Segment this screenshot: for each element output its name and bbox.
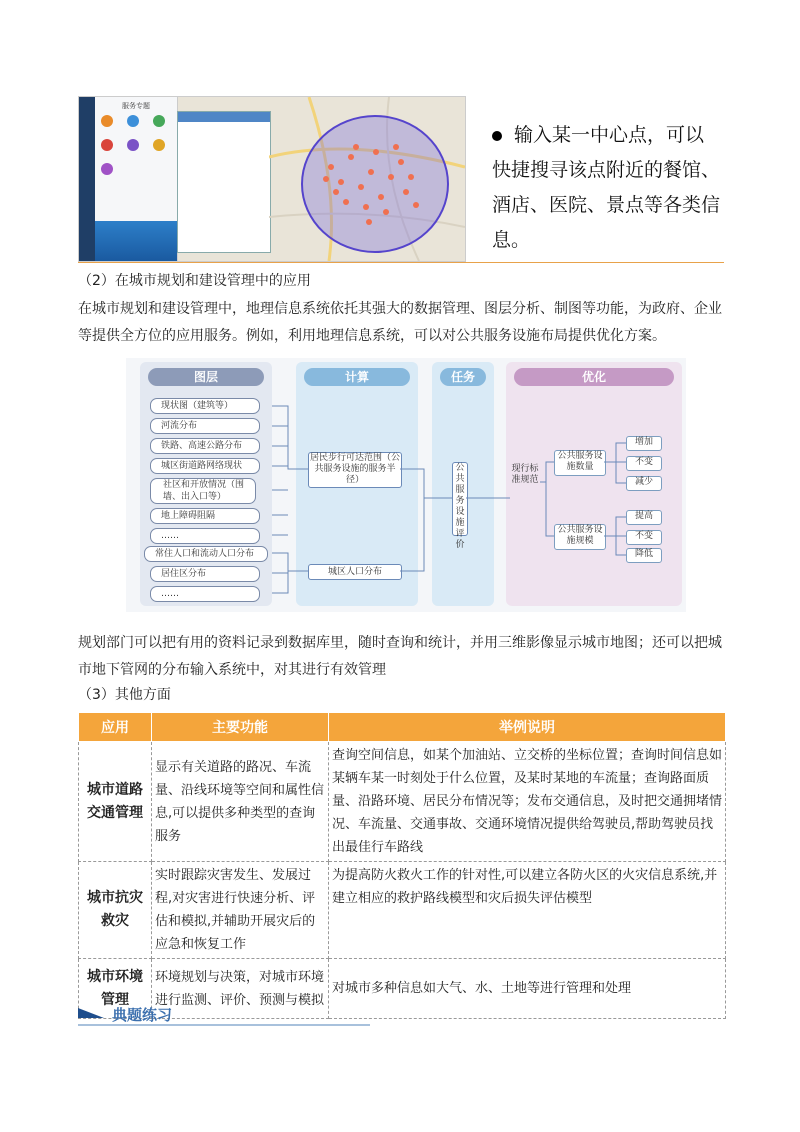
cell-app: 城市抗灾救灾 <box>79 862 152 959</box>
cell-example: 为提高防火救火工作的针对性,可以建立各防火区的火灾信息系统,并建立相应的救护路线模型和灾后损失评估模型 <box>329 862 726 959</box>
cell-app: 城市环境管理 <box>79 959 152 1019</box>
opt-result: 减少 <box>626 476 662 491</box>
layer-item: 现状图（建筑等） <box>150 398 260 414</box>
planning-diagram <box>126 358 686 612</box>
table-header-row <box>79 713 726 742</box>
diagram-caption-paragraph: 规划部门可以把有用的资料记录到数据库里，随时查询和统计，并用三维影像显示城市地图；还可以把城市地下管网的分布输入系统中，对其进行有效管理 <box>78 635 722 678</box>
calc-population: 城区人口分布 <box>308 564 402 580</box>
opt-result: 增加 <box>626 436 662 451</box>
cell-func: 实时跟踪灾害发生、发展过程,对灾害进行快速分析、评估和模拟,并辅助开展灾后的应急和恢复工作 <box>152 862 329 959</box>
layer-item: 社区和开放情况（围墙、出入口等） <box>150 478 256 504</box>
calc-walking-range: 居民步行可达范围（公共服务设施的服务半径） <box>308 452 402 488</box>
header-func: 主要功能 <box>152 713 329 742</box>
section2-paragraph: 在城市规划和建设管理中，地理信息系统依托其强大的数据管理、图层分析、制图等功能，为政府、企业等提供全方位的应用服务。例如，利用地理信息系统，可以对公共服务设施布局提供优化方案。 <box>78 301 722 344</box>
map-panel-title: 服务专题 <box>122 102 150 110</box>
layer-item: …… <box>150 528 260 544</box>
opt-result: 不变 <box>626 456 662 471</box>
layer-item: …… <box>150 586 260 602</box>
map-screenshot <box>78 96 466 262</box>
header-app: 应用 <box>79 713 152 742</box>
cell-func: 环境规划与决策，对城市环境进行监测、评价、预测与模拟 <box>152 959 329 1019</box>
map-service-panel <box>95 97 178 261</box>
layer-header: 图层 <box>148 368 264 386</box>
layer-item: 城区街道路网络现状 <box>150 458 260 474</box>
cell-example: 对城市多种信息如大气、水、土地等进行管理和处理 <box>329 959 726 1019</box>
table-row <box>79 862 726 959</box>
layer-item: 常住人口和流动人口分布 <box>144 546 268 562</box>
task-header: 任务 <box>440 368 486 386</box>
task-evaluation: 公共服务设施评价 <box>452 462 468 536</box>
layer-item: 铁路、高速公路分布 <box>150 438 260 454</box>
map-search-panel <box>177 111 271 253</box>
divider <box>78 262 724 263</box>
table-row <box>79 742 726 862</box>
cell-app: 城市道路交通管理 <box>79 742 152 862</box>
section2-heading: （2）在城市规划和建设管理中的应用 <box>78 273 311 289</box>
bullet-icon <box>492 131 502 141</box>
map-sidebar <box>79 97 95 261</box>
diagram-arrows <box>126 358 686 612</box>
opt-result: 提高 <box>626 510 662 525</box>
opt-result: 不变 <box>626 530 662 545</box>
opt-facility-count: 公共服务设施数量 <box>554 450 606 476</box>
opt-facility-scale: 公共服务设施规模 <box>554 524 606 550</box>
poi-markers <box>311 127 435 237</box>
section3-heading: （3）其他方面 <box>78 687 171 703</box>
opt-standards-label: 现行标准规范 <box>511 464 539 485</box>
opt-header: 优化 <box>514 368 674 386</box>
opt-result: 降低 <box>626 548 662 563</box>
map-bullet: 输入某一中心点，可以快捷搜寻该点附近的餐馆、酒店、医院、景点等各类信息。 <box>492 124 721 251</box>
cell-func: 显示有关道路的路况、车流量、沿线环境等空间和属性信息,可以提供多种类型的查询服务 <box>152 742 329 862</box>
layer-item: 河流分布 <box>150 418 260 434</box>
layer-item: 地上障碍阻隔 <box>150 508 260 524</box>
cell-example: 查询空间信息，如某个加油站、立交桥的坐标位置；查询时间信息如某辆车某一时刻处于什么位置，及某时某地的车流量；查询路面质量、沿路环境、居民分布情况等；发布交通信息，及时把交通拥堵情况、车流量、交通事故、交通环境情况提供给驾驶员,帮助驾驶员找出最佳行车路线 <box>329 742 726 862</box>
header-example: 举例说明 <box>329 713 726 742</box>
practice-section-title: 典题练习 <box>78 1004 370 1026</box>
calc-header: 计算 <box>304 368 410 386</box>
flag-icon <box>78 1008 104 1018</box>
applications-table <box>78 712 726 1019</box>
layer-item: 居住区分布 <box>150 566 260 582</box>
